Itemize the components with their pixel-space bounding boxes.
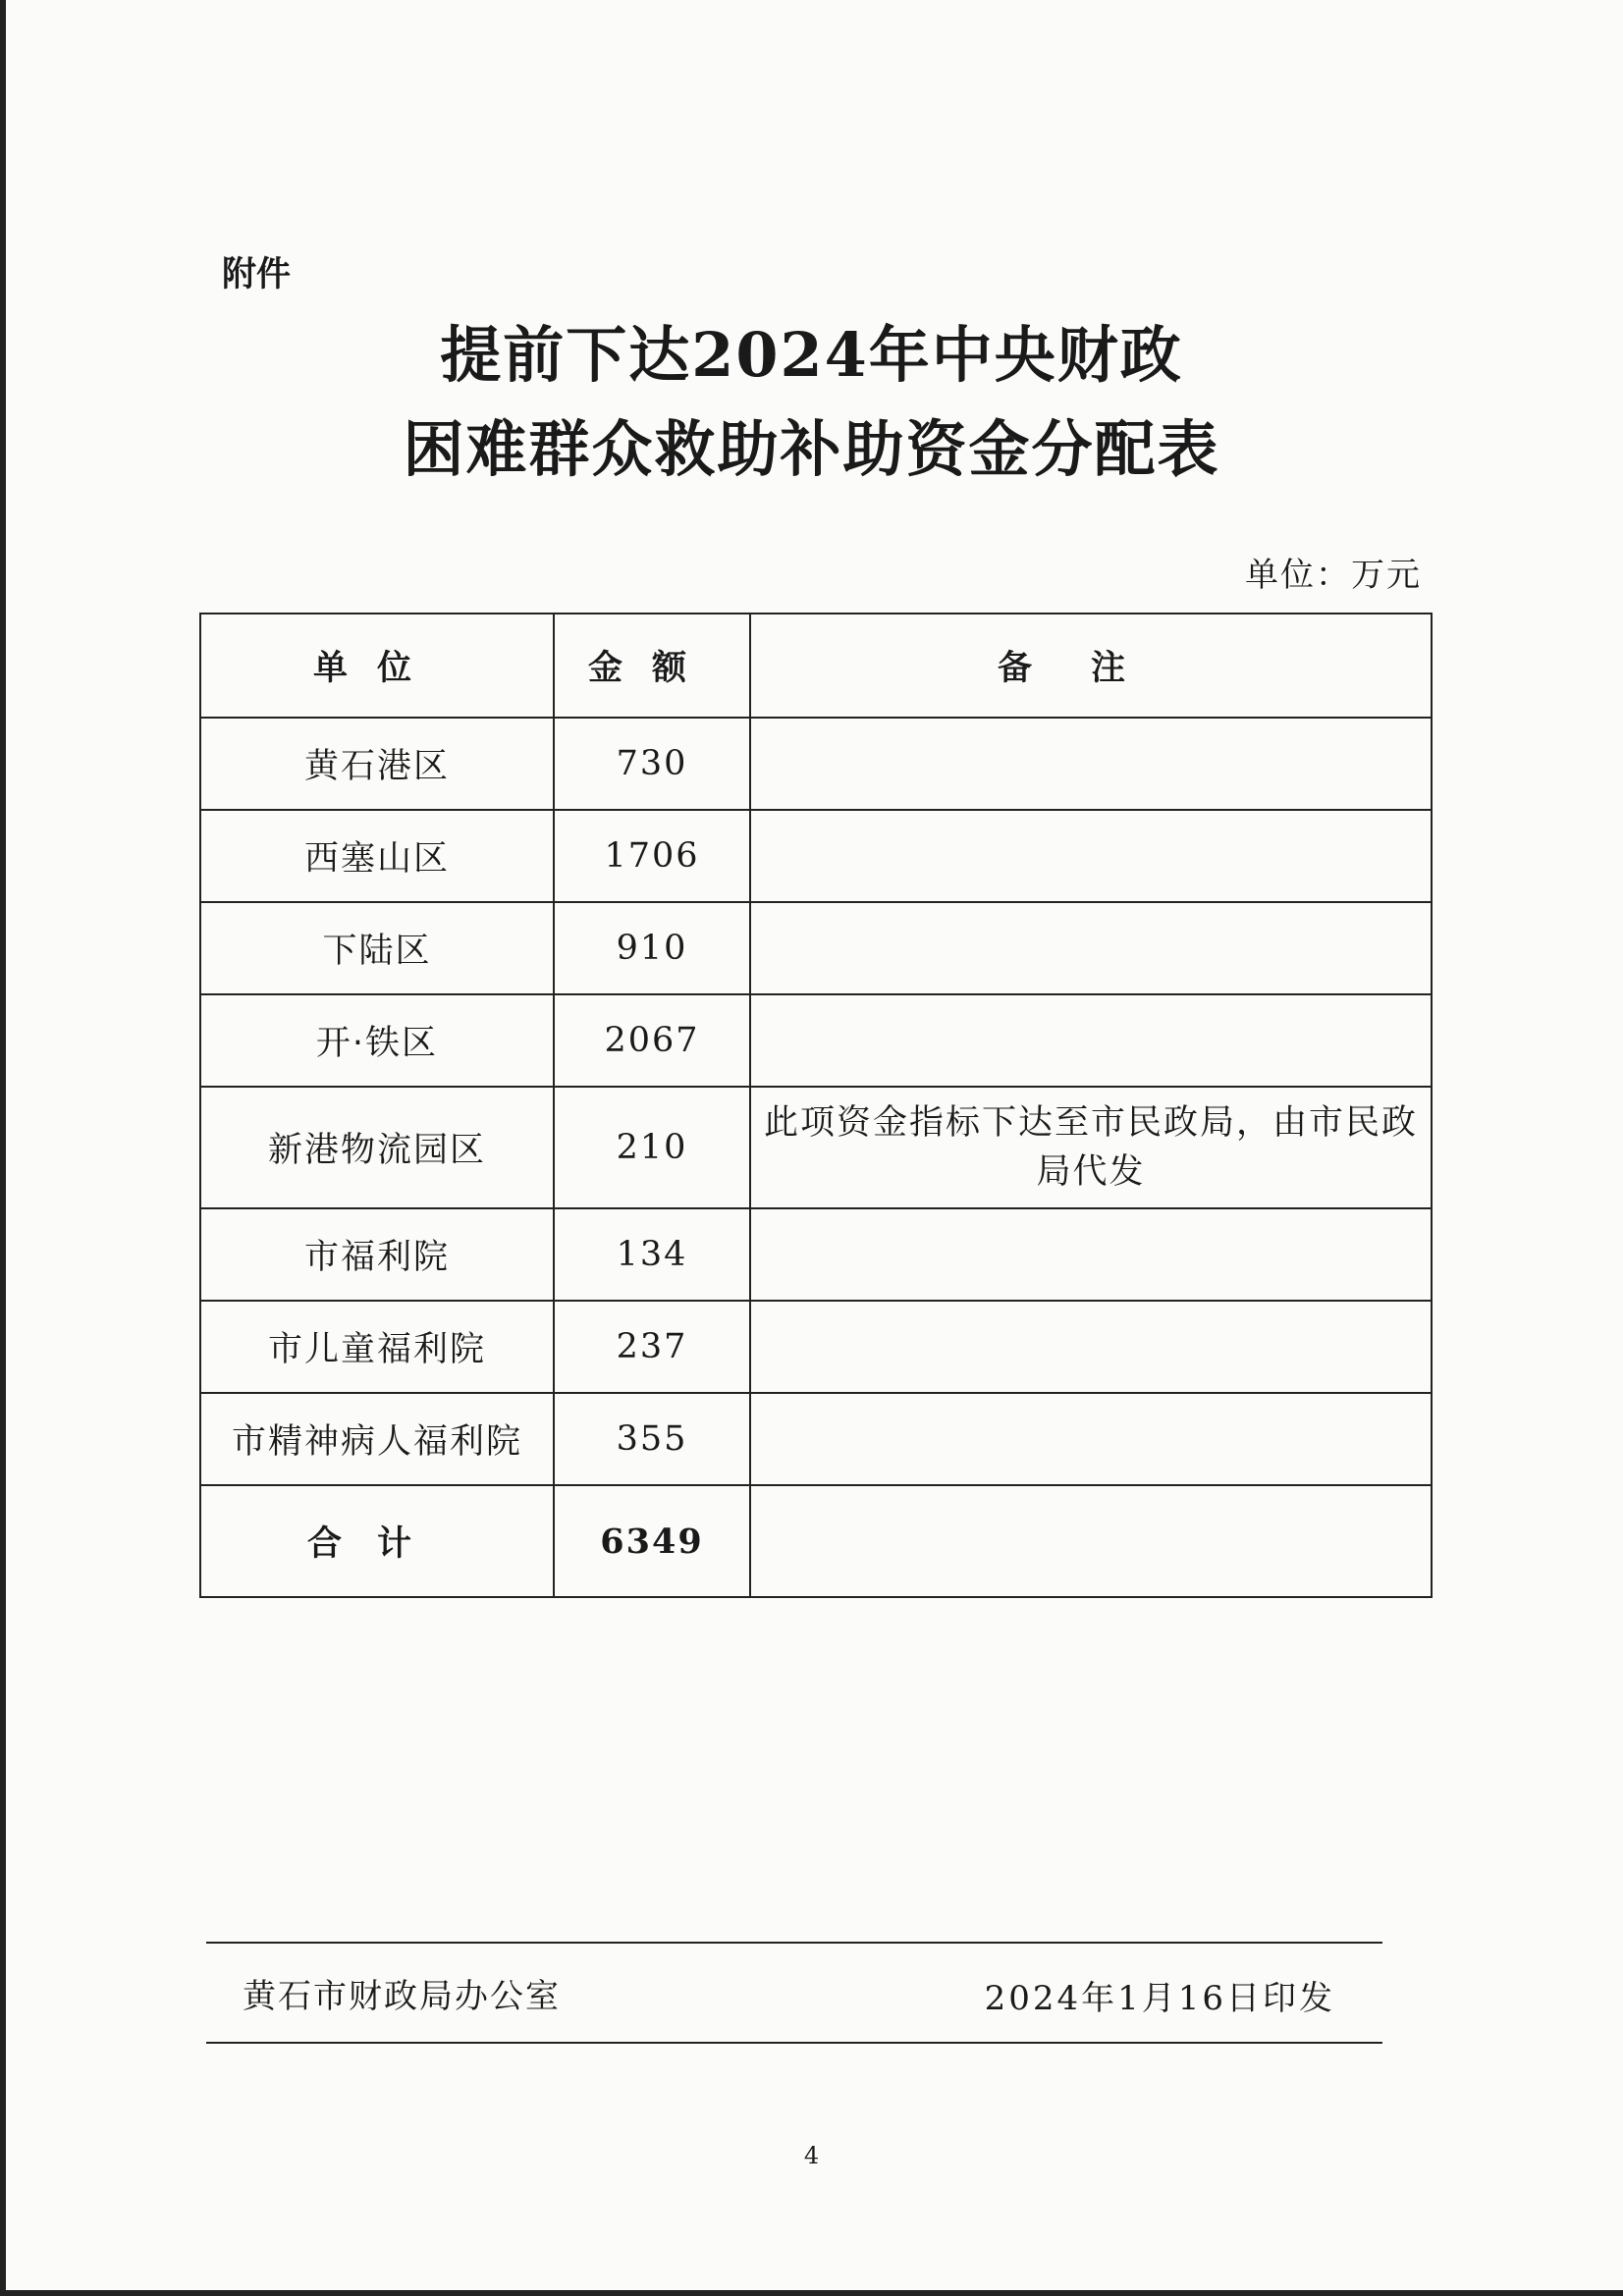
cell-unit: 市福利院 — [200, 1208, 554, 1301]
total-amount: 6349 — [554, 1485, 750, 1597]
title-line-1: 提前下达2024年中央财政 — [440, 319, 1183, 391]
table-row — [200, 810, 1432, 902]
cell-unit: 下陆区 — [200, 902, 554, 994]
cell-amount: 210 — [554, 1087, 750, 1208]
cell-note — [750, 994, 1432, 1087]
header-amount: 金额 — [554, 614, 750, 718]
total-label: 合计 — [200, 1485, 554, 1597]
cell-note — [750, 902, 1432, 994]
table-header-row — [200, 614, 1432, 718]
issue-date: 2024年1月16日印发 — [984, 1979, 1335, 2018]
total-row — [200, 1485, 1432, 1597]
title-line-2: 困难群众救助补助资金分配表 — [403, 413, 1220, 485]
table-row — [200, 1087, 1432, 1208]
cell-note — [750, 1393, 1432, 1485]
cell-note — [750, 1208, 1432, 1301]
cell-note: 此项资金指标下达至市民政局，由市民政局代发 — [750, 1087, 1432, 1208]
table-row — [200, 1208, 1432, 1301]
cell-unit: 开·铁区 — [200, 994, 554, 1087]
cell-note — [750, 810, 1432, 902]
allocation-table — [199, 613, 1433, 1598]
cell-amount: 2067 — [554, 994, 750, 1087]
footer-rule-top — [206, 1942, 1382, 1944]
cell-amount: 1706 — [554, 810, 750, 902]
cell-amount: 237 — [554, 1301, 750, 1393]
attachment-label: 附件 — [222, 255, 292, 294]
total-note — [750, 1485, 1432, 1597]
table-row — [200, 1393, 1432, 1485]
page-number: 4 — [803, 2142, 820, 2169]
cell-unit: 市精神病人福利院 — [200, 1393, 554, 1485]
cell-unit: 市儿童福利院 — [200, 1301, 554, 1393]
table-row — [200, 902, 1432, 994]
cell-unit: 黄石港区 — [200, 718, 554, 810]
cell-note — [750, 718, 1432, 810]
header-unit: 单位 — [200, 614, 554, 718]
cell-note — [750, 1301, 1432, 1393]
footer-rule-bottom — [206, 2042, 1382, 2044]
cell-unit: 西塞山区 — [200, 810, 554, 902]
cell-unit: 新港物流园区 — [200, 1087, 554, 1208]
table-row — [200, 718, 1432, 810]
cell-amount: 355 — [554, 1393, 750, 1485]
cell-amount: 910 — [554, 902, 750, 994]
issuing-office: 黄石市财政局办公室 — [243, 1977, 561, 2016]
cell-amount: 730 — [554, 718, 750, 810]
table-row — [200, 994, 1432, 1087]
unit-note: 单位：万元 — [1245, 556, 1422, 595]
table-row — [200, 1301, 1432, 1393]
cell-amount: 134 — [554, 1208, 750, 1301]
scan-border-bottom — [0, 2290, 1623, 2296]
header-note: 备注 — [750, 614, 1432, 718]
